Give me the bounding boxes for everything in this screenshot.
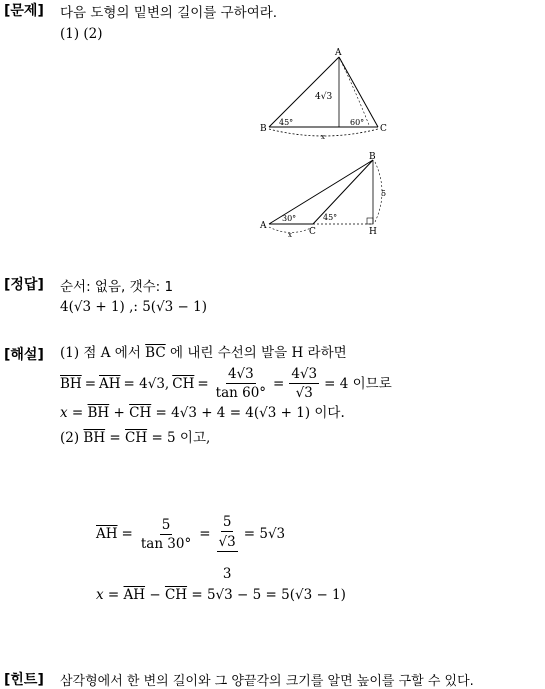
segment-ch: $\overline{CH}$ [164,587,188,603]
fig1-side-label: 4√3 [315,92,333,102]
explanation-line-4 [60,430,210,446]
fig1-base-label: x [321,133,325,141]
fraction-5-tan30 [139,517,193,552]
segment-bc: $\overline{BC}$ [145,345,166,361]
fraction-denominator: tan 60° [215,385,267,401]
fig1-angle-b: 45° [279,118,294,127]
equals-sign: = [121,526,133,542]
equals-sign: = [197,375,209,392]
equals-sign: = [109,430,121,446]
answer-line1: 순서: 없음, 갯수: 1 [60,279,174,295]
l1-text-a: (1) 점 A 에서 [60,345,141,361]
fig2-label-c: C [309,227,316,237]
minus-sign: − [149,587,161,603]
fraction-5-over-root3-over-3 [217,514,238,582]
fraction-numerator: 4√3 [227,366,254,382]
problem-tag: [문제] [4,3,44,19]
l3-text-a: x = [60,405,84,421]
nested-denominator: 3 [222,566,232,582]
equals-sign: = [199,526,211,542]
segment-bh: $\overline{BH}$ [87,405,110,421]
e2-text-end: = 5√3 − 5 = 5(√3 − 1) [191,587,346,603]
l4-text-end: = 5 이고, [151,430,211,446]
value-5root3: = 5√3 [243,526,286,542]
fig2-label-h: H [369,227,377,237]
explanation-tag: [해설] [4,347,44,363]
equation-x [96,587,346,603]
explanation-line-3 [60,405,345,421]
triangle-figure-2 [255,150,395,240]
problem-parts: (1) (2) [60,26,103,42]
segment-ah: $\overline{AH}$ [99,375,121,392]
equals-sign: = [84,375,97,392]
fig2-label-b: B [369,152,376,162]
fraction-4root3-tan60 [214,366,268,401]
answer-line2: 4(√3 + 1) ,: 5(√3 − 1) [60,299,208,315]
fraction-4root3-root3 [289,366,319,401]
equals-sign: = [273,375,285,392]
explanation-line-1 [60,345,347,361]
value-4root3: = 4√3, [123,375,170,392]
segment-bh: $\overline{BH}$ [60,375,82,392]
l4-text-a: (2) [60,430,80,446]
fraction-denominator: tan 30° [140,535,192,552]
l2-text-end: = 4 이므로 [324,375,392,392]
l3-text-end: = 4√3 + 4 = 4(√3 + 1) 이다. [155,405,345,421]
hint-tag: [힌트] [4,672,44,688]
triangle-figure-1 [255,45,395,145]
fig1-label-b: B [260,124,267,134]
fig2-angle-c: 45° [323,213,338,222]
fig2-side-label: 5 [381,189,387,198]
nested-fraction [217,534,238,582]
nested-numerator: √3 [218,534,236,550]
answer-tag: [정답] [4,277,44,293]
segment-ah: $\overline{AH}$ [96,526,118,542]
fraction-numerator: 4√3 [291,366,318,382]
segment-ch: $\overline{CH}$ [129,405,152,421]
fig1-label-a: A [335,48,342,58]
fraction-numerator: 5 [161,516,171,533]
segment-bh: $\overline{BH}$ [83,430,106,446]
hint-text: 삼각형에서 한 변의 길이와 그 양끝각의 크기를 알면 높이를 구할 수 있다. [60,674,474,689]
plus-sign: + [113,405,125,421]
equation-ah [96,486,285,582]
explanation-line-2 [60,366,392,401]
fig1-label-c: C [380,124,387,134]
fig2-base-label: x [288,231,292,239]
fig2-label-a: A [260,221,267,231]
e2-text-a: x = [96,587,120,603]
fig2-angle-a: 30° [282,214,297,223]
fig1-angle-c: 60° [350,118,365,127]
fraction-numerator: 5 [222,514,232,530]
problem-text: 다음 도형의 밑변의 길이를 구하여라. [60,5,278,21]
segment-ch: $\overline{CH}$ [172,375,195,392]
fraction-denominator: √3 [295,385,313,401]
segment-ah: $\overline{AH}$ [123,587,146,603]
segment-ch: $\overline{CH}$ [125,430,148,446]
l1-text-b: 에 내린 수선의 발을 H 라하면 [169,345,347,361]
